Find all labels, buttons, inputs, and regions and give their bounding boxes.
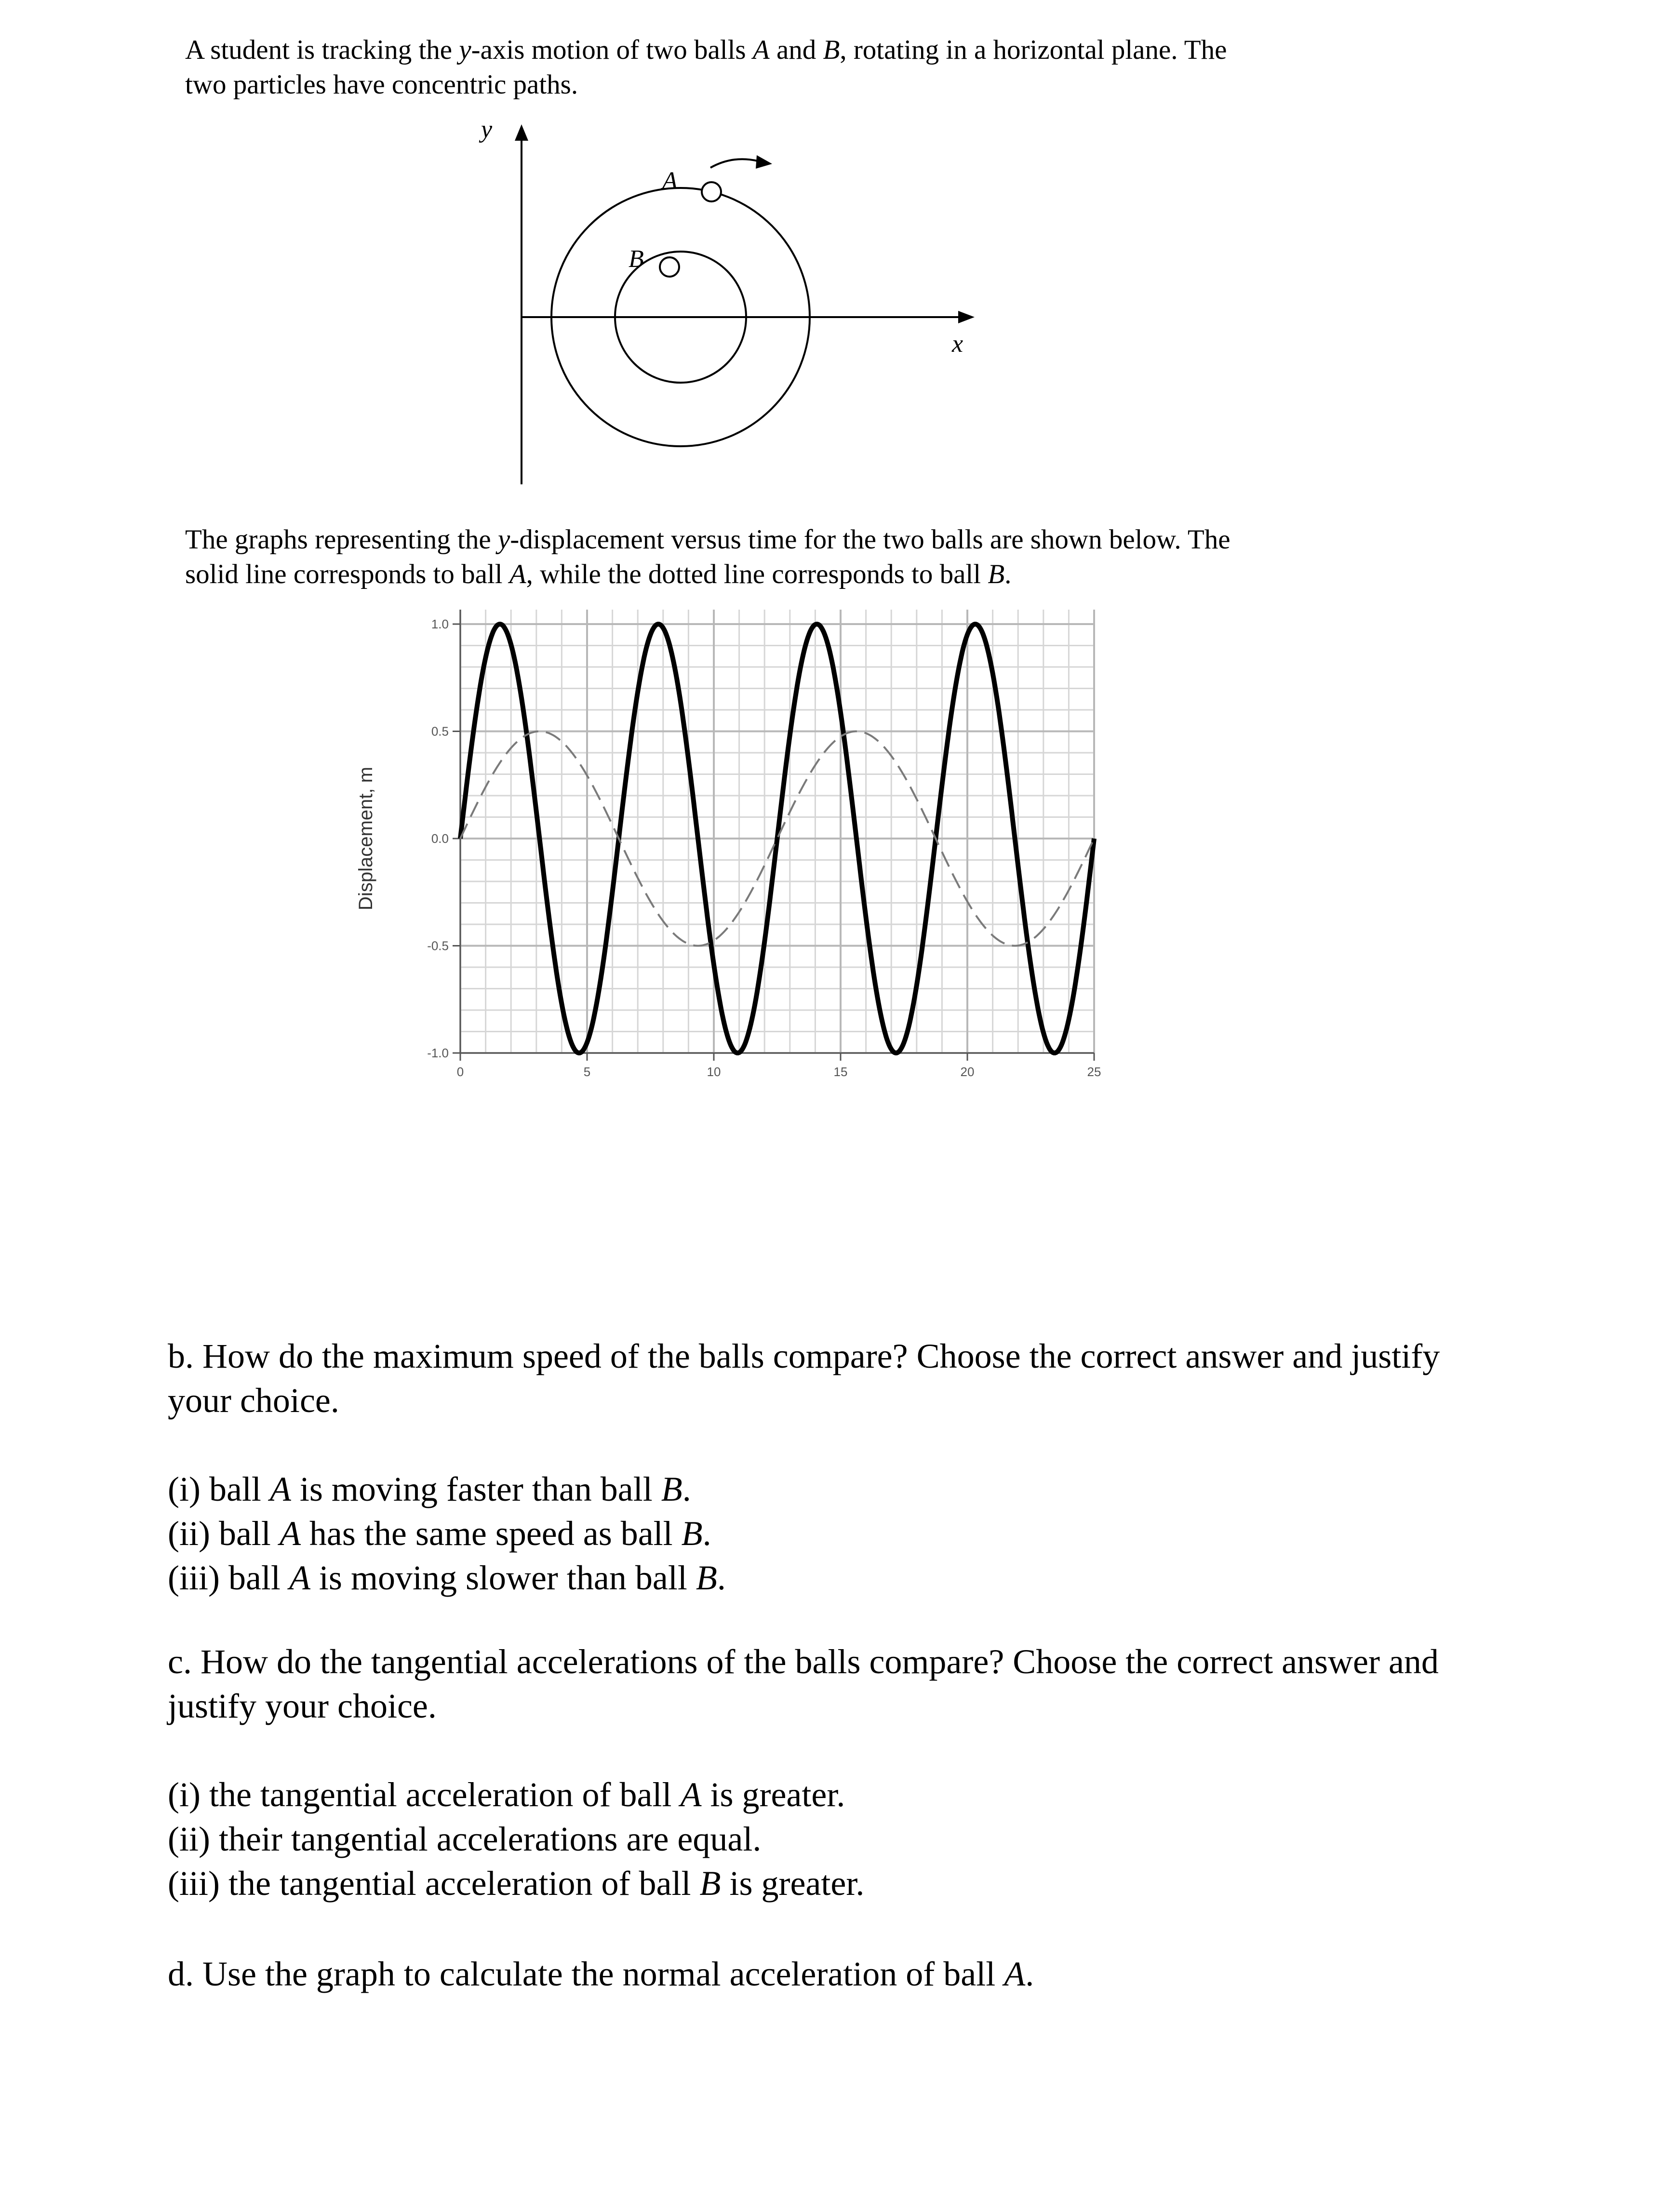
chart-x-ticks [457,1053,1101,1079]
x-tick-label: 0 [456,1065,464,1079]
question-c [168,1639,1609,1906]
question-b-option-2: (ii) ball A has the same speed as ball B. [168,1514,711,1553]
question-d [168,1952,1609,1996]
question-b-option-3: (iii) ball A is moving slower than ball B. [168,1559,726,1597]
y-tick-label: -0.5 [427,938,449,953]
question-c-option-2: (ii) their tangential accelerations are equal. [168,1820,762,1858]
x-tick-label: 10 [707,1065,721,1079]
question-b-prompt-line-1: b. How do the maximum speed of the balls compare? Choose the correct answer and justify [168,1337,1440,1375]
graph-intro-line-1: The graphs representing the y-displacement versus time for the two balls are shown below. The [185,524,1231,555]
question-c-prompt-line-2: justify your choice. [168,1687,437,1725]
question-c-option-1: (i) the tangential acceleration of ball A is greater. [168,1775,845,1814]
intro-line-1: A student is tracking the y-axis motion of two balls A and B, rotating in a horizontal plane. The [185,35,1227,65]
ball-a-label: A [662,167,678,195]
chart-y-ticks [427,617,460,1060]
graph-intro-line-2: solid line corresponds to ball A, while the dotted line corresponds to ball B. [185,559,1012,589]
question-c-prompt-line-1: c. How do the tangential accelerations of the balls compare? Choose the correct answer and [168,1642,1439,1681]
y-tick-label: 1.0 [431,617,449,631]
question-d-prompt: d. Use the graph to calculate the normal acceleration of ball A. [168,1955,1034,1993]
y-tick-label: 0.5 [431,724,449,739]
question-b-options [168,1467,1609,1600]
x-tick-label: 20 [960,1065,975,1079]
y-tick-label: -1.0 [427,1046,449,1060]
x-tick-label: 5 [583,1065,591,1079]
question-c-options [168,1772,1609,1906]
question-b-option-1: (i) ball A is moving faster than ball B. [168,1470,691,1508]
intro-line-2: two particles have concentric paths. [185,69,578,100]
diagram-y-label: y [481,116,493,143]
question-c-option-3: (iii) the tangential acceleration of ball B is greater. [168,1864,865,1903]
x-tick-label: 15 [833,1065,848,1079]
ball-b-label: B [629,245,644,273]
question-b [168,1334,1609,1600]
question-b-prompt-line-2: your choice. [168,1381,339,1420]
x-tick-label: 25 [1087,1065,1101,1079]
diagram-x-label: x [952,330,963,358]
chart-y-axis-label: Displacement, m [355,767,376,910]
y-tick-label: 0.0 [431,831,449,846]
